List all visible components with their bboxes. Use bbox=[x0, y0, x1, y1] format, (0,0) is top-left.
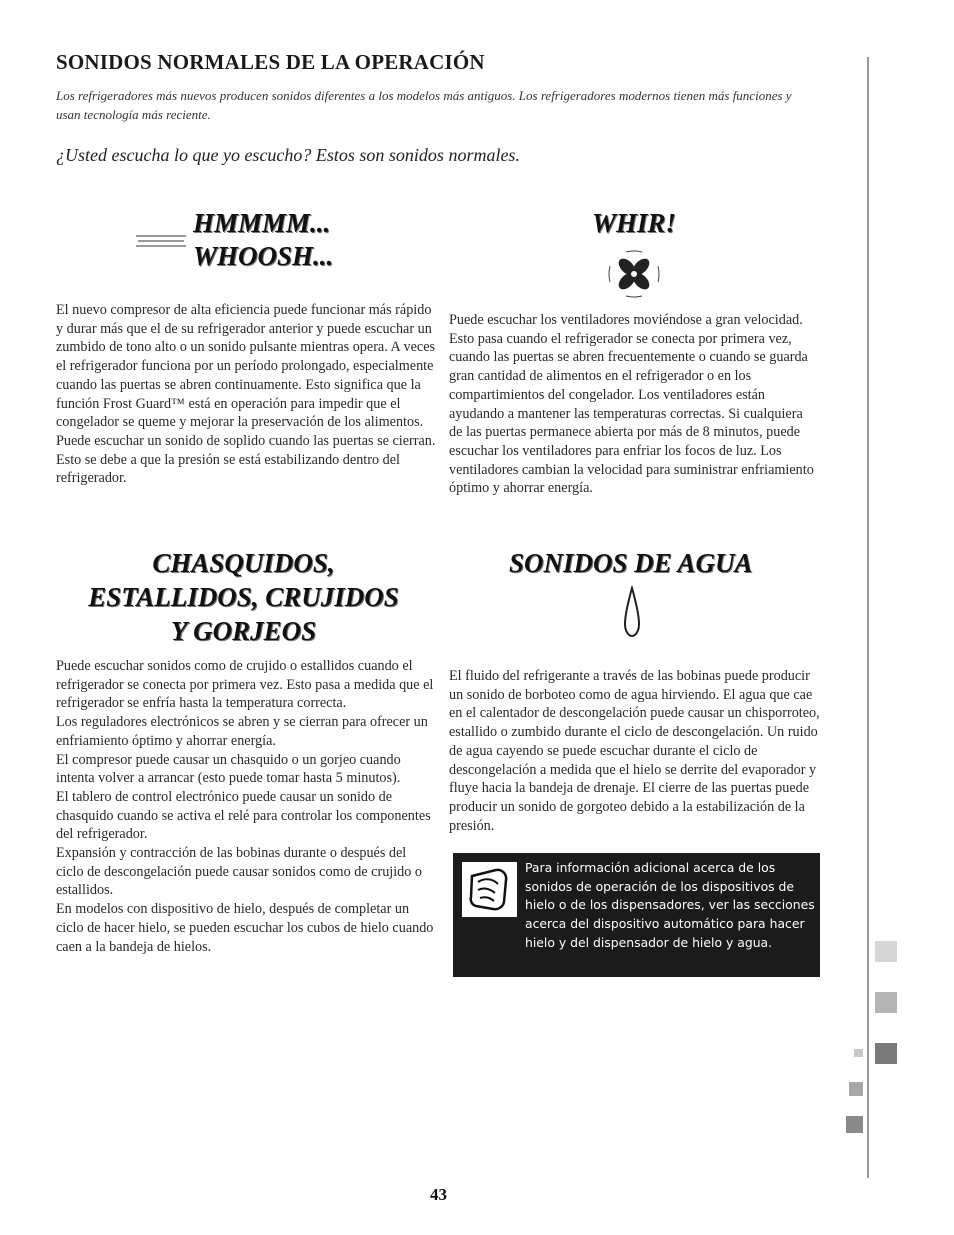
clicks-paragraph: Puede escuchar sonidos como de crujido o estallidos cuando el refrigerador se conecta por primera vez. Esto pasa a medida que el refrigerador se enfría hasta la temperatura correcta. bbox=[56, 658, 434, 712]
heading-chasquidos-line3: Y GORJEOS bbox=[170, 616, 317, 646]
heading-hmmm-line2: WHOOSH... bbox=[193, 241, 334, 271]
heading-chasquidos-line2: ESTALLIDOS, CRUJIDOS bbox=[88, 582, 399, 612]
clicks-paragraph: El tablero de control electrónico puede causar un sonido de chasquido cuando se activa el relé para controlar los componentes del refrigerador. bbox=[56, 788, 431, 843]
note-hand-icon bbox=[462, 862, 517, 917]
side-square bbox=[846, 1116, 863, 1133]
margin-rule bbox=[867, 57, 869, 1178]
fan-icon bbox=[606, 250, 662, 298]
note-text: Para información adicional acerca de los sonidos de operación de los dispositivos de hielo o de los dispensadores, ver las secciones acerca del dispositivo automático para hacer hielo y del dispensador de hielo y agua. bbox=[525, 860, 815, 950]
heading-hmmm bbox=[193, 207, 333, 273]
clicks-paragraph: El compresor puede causar un chasquido o un gorjeo cuando intenta volver a arrancar (esto puede tomar hasta 5 minutos). bbox=[56, 751, 401, 787]
compressor-text: El nuevo compresor de alta eficiencia puede funcionar más rápido y durar más que el de su refrigerador anterior y puede escuchar un zumbido de tono alto o un sonido pulsante mientras opera. A veces el refrigerador funciona por un período prolongado, especialmente cuando las puertas se abren continuamente. Esto significa que la función Frost Guard™ está en operación para impedir que el congelador se queme y mejorar la preservación de los alimentos. Puede escuchar un sonido de soplido cuando las puertas se cierran. Esto se debe a que la presión se está estabilizando dentro del refrigerador. bbox=[56, 302, 436, 487]
side-square bbox=[875, 941, 897, 962]
intro-text: Los refrigeradores más nuevos producen sonidos diferentes a los modelos más antiguos. Los refrigeradores modernos tienen más funciones y usan tecnología más reciente. bbox=[56, 88, 792, 122]
side-square bbox=[875, 992, 897, 1013]
heading-hmmm-line1: HMMMM... bbox=[193, 208, 331, 238]
clicks-paragraph: Los reguladores electrónicos se abren y se cierran para ofrecer un enfriamiento óptimo y ahorrar energía. bbox=[56, 714, 428, 749]
page-title: SONIDOS NORMALES DE LA OPERACIÓN bbox=[56, 50, 485, 74]
info-note bbox=[453, 853, 820, 977]
clicks-paragraph: En modelos con dispositivo de hielo, después de completar un ciclo de hacer hielo, se pueden escuchar los cubos de hielo cuando caen a la bandeja de hielos. bbox=[56, 901, 434, 955]
water-text: El fluido del refrigerante a través de las bobinas puede producir un sonido de borboteo como de agua hirviendo. El agua que cae en el calentador de descongelación puede causar un chisporroteo, estallido o zumbido durante el ciclo de descongelación. Un ruido de agua cayendo se puede escuchar durante el ciclo de descongelación a medida que el hielo se derrite del evaporador y fluye hacia la bandeja de drenaje. El cierre de las puertas puede producir un sonido de gorgoteo debido a la estabilización de la presión. bbox=[449, 668, 820, 834]
water-drop-icon bbox=[622, 586, 642, 638]
clicks-text bbox=[56, 657, 436, 956]
question-text: ¿Usted escucha lo que yo escucho? Estos son sonidos normales. bbox=[56, 145, 520, 165]
side-square bbox=[875, 1043, 897, 1064]
heading-chasquidos bbox=[56, 546, 431, 648]
page-number: 43 bbox=[430, 1185, 447, 1204]
heading-agua: SONIDOS DE AGUA bbox=[509, 548, 753, 578]
side-square bbox=[849, 1082, 863, 1096]
clicks-paragraph: Expansión y contracción de las bobinas durante o después del ciclo de descongelación puede causar sonidos como de crujido o estallidos. bbox=[56, 845, 422, 899]
side-square bbox=[854, 1049, 863, 1057]
heading-chasquidos-line1: CHASQUIDOS, bbox=[152, 548, 335, 578]
airflow-lines-icon bbox=[136, 234, 188, 248]
heading-whir: WHIR! bbox=[592, 208, 677, 238]
note-icon-frame bbox=[462, 862, 517, 917]
fans-text: Puede escuchar los ventiladores moviéndose a gran velocidad. Esto pasa cuando el refrigerador se conecta por primera vez, cuando las puertas se abren frecuentemente o cuando se guarda gran cantidad de alimentos en el refrigerador o en los compartimientos del congelador. Los ventiladores están ayudando a mantener las temperaturas correctas. Si cualquiera de las puertas permanece abierta por más de 8 minutos, puede escuchar los ventiladores para enfriar los focos de luz. Los ventiladores cambian la velocidad para suministrar enfriamiento óptimo y ahorrar energía. bbox=[449, 312, 814, 497]
